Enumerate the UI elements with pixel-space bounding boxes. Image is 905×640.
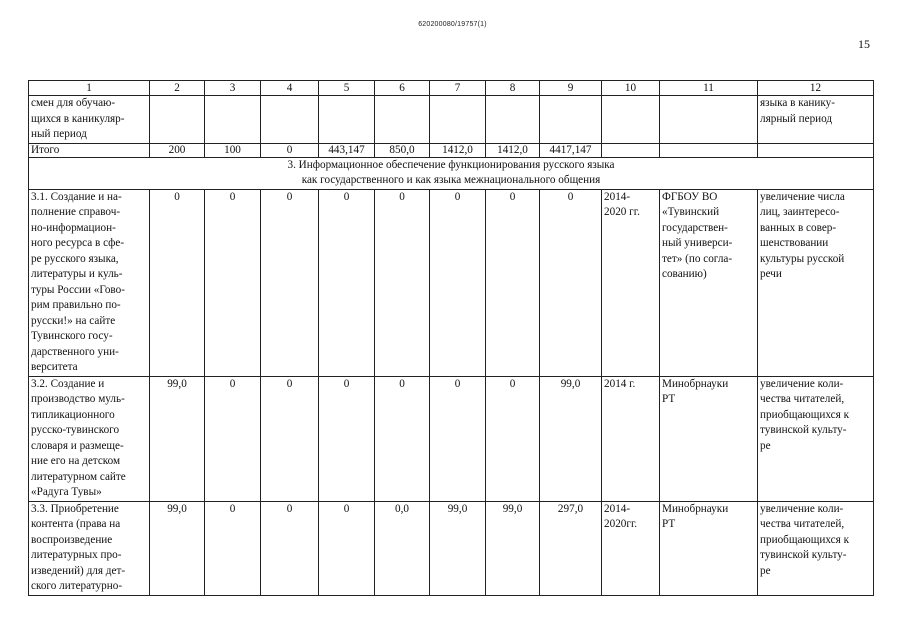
value-cell: 0 — [261, 501, 319, 595]
value-cell: 0 — [150, 189, 205, 376]
table-row — [29, 376, 874, 501]
result-cell: увеличение коли- чества читателей, приобщающихся к тувинской культу- ре — [758, 501, 874, 595]
executor-cell: ФГБОУ ВО «Тувинский государствен- ный универси- тет» (по согла- сованию) — [660, 189, 758, 376]
measure-name-cell: смен для обучаю- щихся в каникуляр- ный период — [29, 96, 150, 144]
value-cell: 0 — [486, 376, 540, 501]
total-value: 1412,0 — [486, 143, 540, 157]
column-header: 4 — [261, 81, 319, 96]
column-number-row — [29, 81, 874, 96]
column-header: 2 — [150, 81, 205, 96]
total-value: 0 — [261, 143, 319, 157]
table-row — [29, 189, 874, 376]
empty-cell — [261, 96, 319, 144]
value-cell: 0,0 — [375, 501, 430, 595]
value-cell: 0 — [430, 376, 486, 501]
total-value: 200 — [150, 143, 205, 157]
value-cell: 0 — [261, 189, 319, 376]
empty-cell — [602, 143, 660, 157]
total-value: 850,0 — [375, 143, 430, 157]
column-header: 1 — [29, 81, 150, 96]
value-cell: 99,0 — [430, 501, 486, 595]
measure-name-cell: 3.1. Создание и на- полнение справоч- но-информацион- ного ресурса в сфе- ре русского языка, литературы и куль- туры России «Гово- рим правильно по- русски!» на сайте Тувинского госу- дарственного уни- верситета — [29, 189, 150, 376]
value-cell: 99,0 — [540, 376, 602, 501]
value-cell: 0 — [375, 376, 430, 501]
document-id: 620200080/19757(1) — [418, 21, 487, 28]
empty-cell — [540, 96, 602, 144]
total-label: Итого — [29, 143, 150, 157]
value-cell: 0 — [205, 189, 261, 376]
executor-cell: Минобрнауки РТ — [660, 501, 758, 595]
empty-cell — [660, 143, 758, 157]
column-header: 9 — [540, 81, 602, 96]
value-cell: 297,0 — [540, 501, 602, 595]
continued-row — [29, 96, 874, 144]
section-row — [29, 157, 874, 189]
value-cell: 0 — [261, 376, 319, 501]
page-number: 15 — [858, 37, 870, 51]
empty-cell — [602, 96, 660, 144]
period-cell: 2014- 2020гг. — [602, 501, 660, 595]
value-cell: 0 — [486, 189, 540, 376]
column-header: 3 — [205, 81, 261, 96]
value-cell: 0 — [375, 189, 430, 376]
measure-name-cell: 3.3. Приобретение контента (права на воспроизведение литературных про- изведений) для дет- ского литературно- — [29, 501, 150, 595]
table-row — [29, 501, 874, 595]
value-cell: 0 — [319, 501, 375, 595]
total-value: 4417,147 — [540, 143, 602, 157]
column-header: 8 — [486, 81, 540, 96]
column-header: 11 — [660, 81, 758, 96]
total-value: 443,147 — [319, 143, 375, 157]
total-value: 1412,0 — [430, 143, 486, 157]
value-cell: 0 — [540, 189, 602, 376]
empty-cell — [319, 96, 375, 144]
program-table — [28, 80, 874, 596]
executor-cell: Минобрнауки РТ — [660, 376, 758, 501]
value-cell: 0 — [319, 376, 375, 501]
result-cell: увеличение коли- чества читателей, приобщающихся к тувинской культу- ре — [758, 376, 874, 501]
value-cell: 99,0 — [150, 501, 205, 595]
value-cell: 99,0 — [150, 376, 205, 501]
result-cell: языка в канику- лярный период — [758, 96, 874, 144]
empty-cell — [486, 96, 540, 144]
value-cell: 0 — [319, 189, 375, 376]
empty-cell — [430, 96, 486, 144]
column-header: 5 — [319, 81, 375, 96]
empty-cell — [375, 96, 430, 144]
section-title: 3. Информационное обеспечение функционирования русского языка как государственного и как языка межнационального общения — [29, 157, 874, 189]
total-value: 100 — [205, 143, 261, 157]
column-header: 12 — [758, 81, 874, 96]
value-cell: 0 — [205, 376, 261, 501]
result-cell: увеличение числа лиц, заинтересо- ванных в совер- шенствовании культуры русской речи — [758, 189, 874, 376]
column-header: 7 — [430, 81, 486, 96]
value-cell: 99,0 — [486, 501, 540, 595]
empty-cell — [205, 96, 261, 144]
measure-name-cell: 3.2. Создание и производство муль- типликационного русско-тувинского словаря и размеще- ние его на детском литературном сайте «Радуга Тувы» — [29, 376, 150, 501]
total-row — [29, 143, 874, 157]
empty-cell — [660, 96, 758, 144]
value-cell: 0 — [205, 501, 261, 595]
empty-cell — [150, 96, 205, 144]
period-cell: 2014 г. — [602, 376, 660, 501]
period-cell: 2014- 2020 гг. — [602, 189, 660, 376]
column-header: 6 — [375, 81, 430, 96]
column-header: 10 — [602, 81, 660, 96]
empty-cell — [758, 143, 874, 157]
value-cell: 0 — [430, 189, 486, 376]
